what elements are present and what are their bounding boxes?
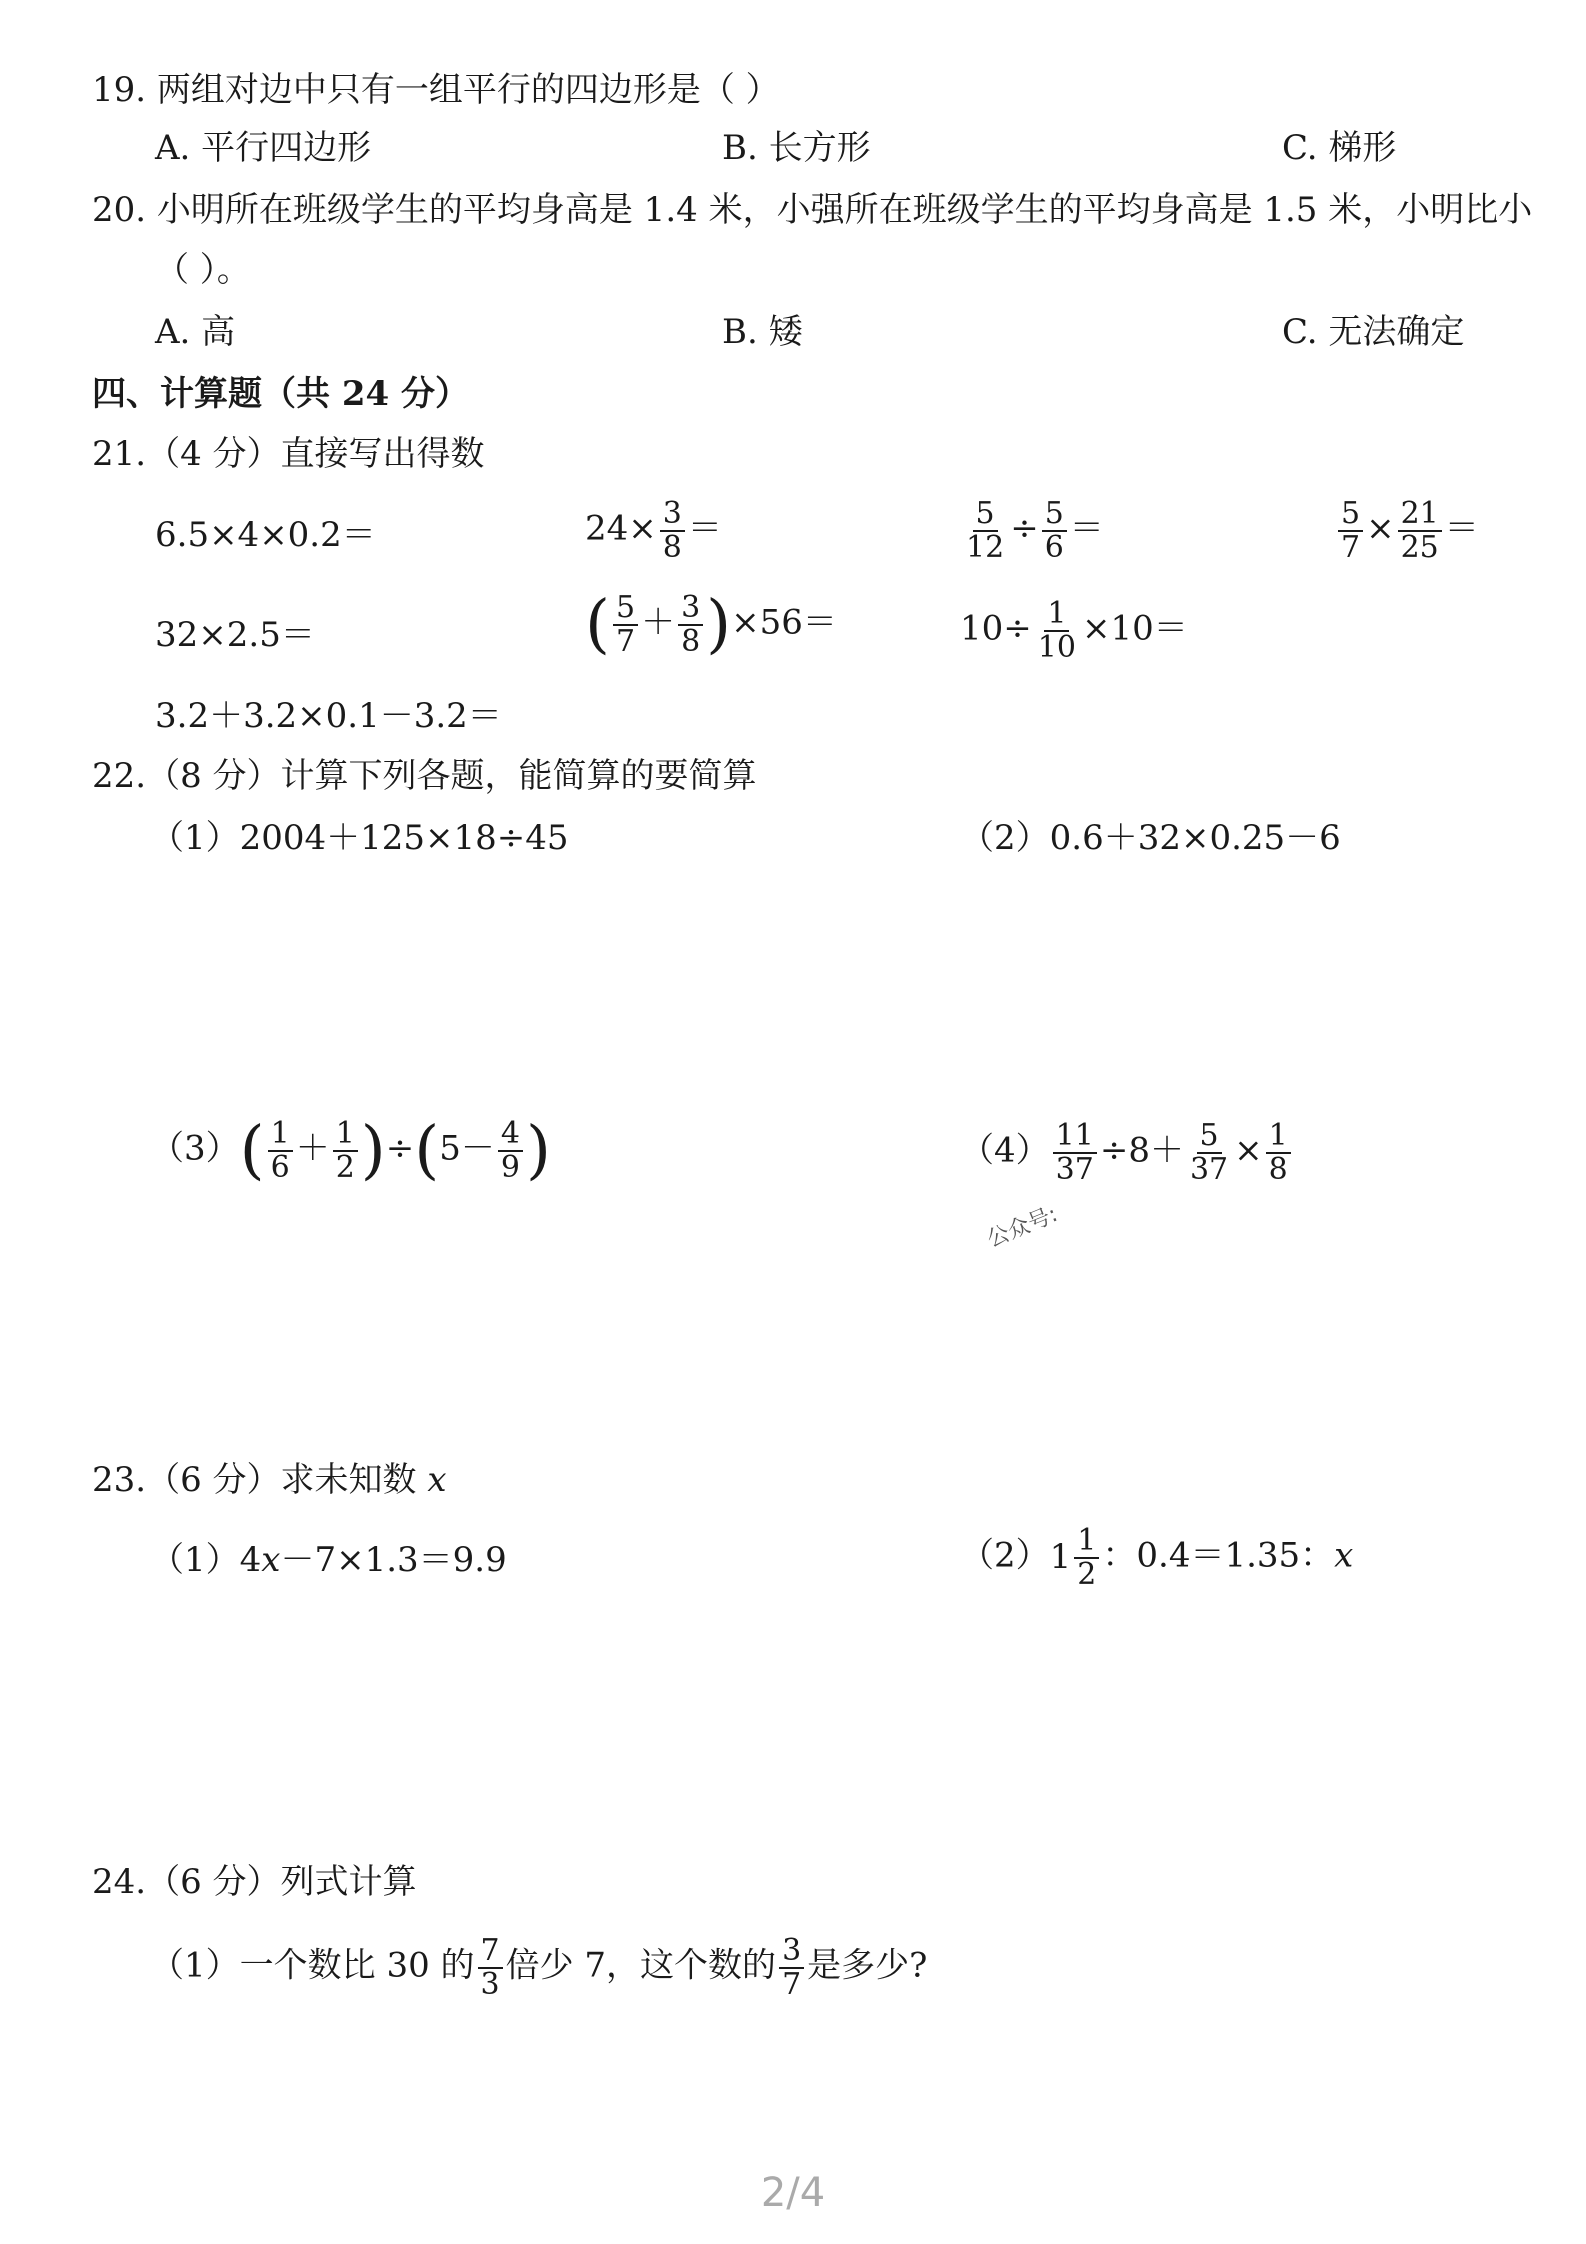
q23-part-2: （2）1 $\frac{1}{2}$ ：0.4＝1.35：x: [960, 1523, 1354, 1592]
q19-option-b: B. 长方形: [722, 128, 871, 168]
q20-option-b: B. 矮: [722, 312, 803, 352]
q22-part-3: （3）( $\frac{1}{6}$ ＋ $\frac{1}{2}$ )÷(5－ $\frac{4}{9}$ ): [150, 1113, 551, 1188]
q21-expr-8: 3.2＋3.2×0.1－3.2＝: [155, 696, 502, 736]
q22-part-1: （1）2004＋125×18÷45: [150, 818, 569, 858]
question-22-title: 22.（8 分）计算下列各题，能简算的要简算: [92, 756, 757, 796]
q24-part-1: （1）一个数比 30 的 $\frac{7}{3}$ 倍少 7，这个数的 $\frac{3}{7}$ 是多少?: [150, 1933, 928, 2002]
q21-expr-3: $\frac{5}{12}$ ÷ $\frac{5}{6}$ ＝: [966, 496, 1104, 565]
q21-expr-6: ( $\frac{5}{7}$ ＋ $\frac{3}{8}$ )×56＝: [585, 587, 837, 662]
section-title: 四、计算题（共 24 分）: [92, 374, 469, 414]
question-20-blank: （ ）。: [155, 250, 251, 290]
watermark-stamp: 公众号:: [983, 1202, 1062, 1253]
q21-expr-5: 32×2.5＝: [155, 615, 315, 655]
q21-expr-7: 10÷ $\frac{1}{10}$ ×10＝: [960, 596, 1188, 665]
q22-part-4: （4） $\frac{11}{37}$ ÷8＋ $\frac{5}{37}$ × $\frac{1}{8}$: [960, 1120, 1294, 1185]
question-19: 19. 两组对边中只有一组平行的四边形是（ ）: [92, 70, 780, 110]
q21-expr-4: $\frac{5}{7}$ × $\frac{21}{25}$ ＝: [1335, 498, 1479, 563]
q19-option-a: A. 平行四边形: [155, 128, 372, 168]
question-21-title: 21.（4 分）直接写出得数: [92, 434, 485, 474]
q21-expr-1: 6.5×4×0.2＝: [155, 515, 376, 555]
question-20: 20. 小明所在班级学生的平均身高是 1.4 米，小强所在班级学生的平均身高是 1.5 米，小明比小: [92, 190, 1533, 230]
page-indicator: 2/4: [760, 2170, 826, 2216]
q20-option-c: C. 无法确定: [1282, 312, 1465, 352]
q20-option-a: A. 高: [155, 312, 236, 352]
q22-part-2: （2）0.6＋32×0.25－6: [960, 818, 1341, 858]
q19-option-c: C. 梯形: [1282, 128, 1397, 168]
q23-part-1: （1）4x－7×1.3＝9.9: [150, 1540, 507, 1580]
question-23-title: 23.（6 分）求未知数 x: [92, 1460, 447, 1500]
q21-expr-2: 24× $\frac{3}{8}$ ＝: [585, 496, 722, 565]
question-24-title: 24.（6 分）列式计算: [92, 1862, 417, 1902]
